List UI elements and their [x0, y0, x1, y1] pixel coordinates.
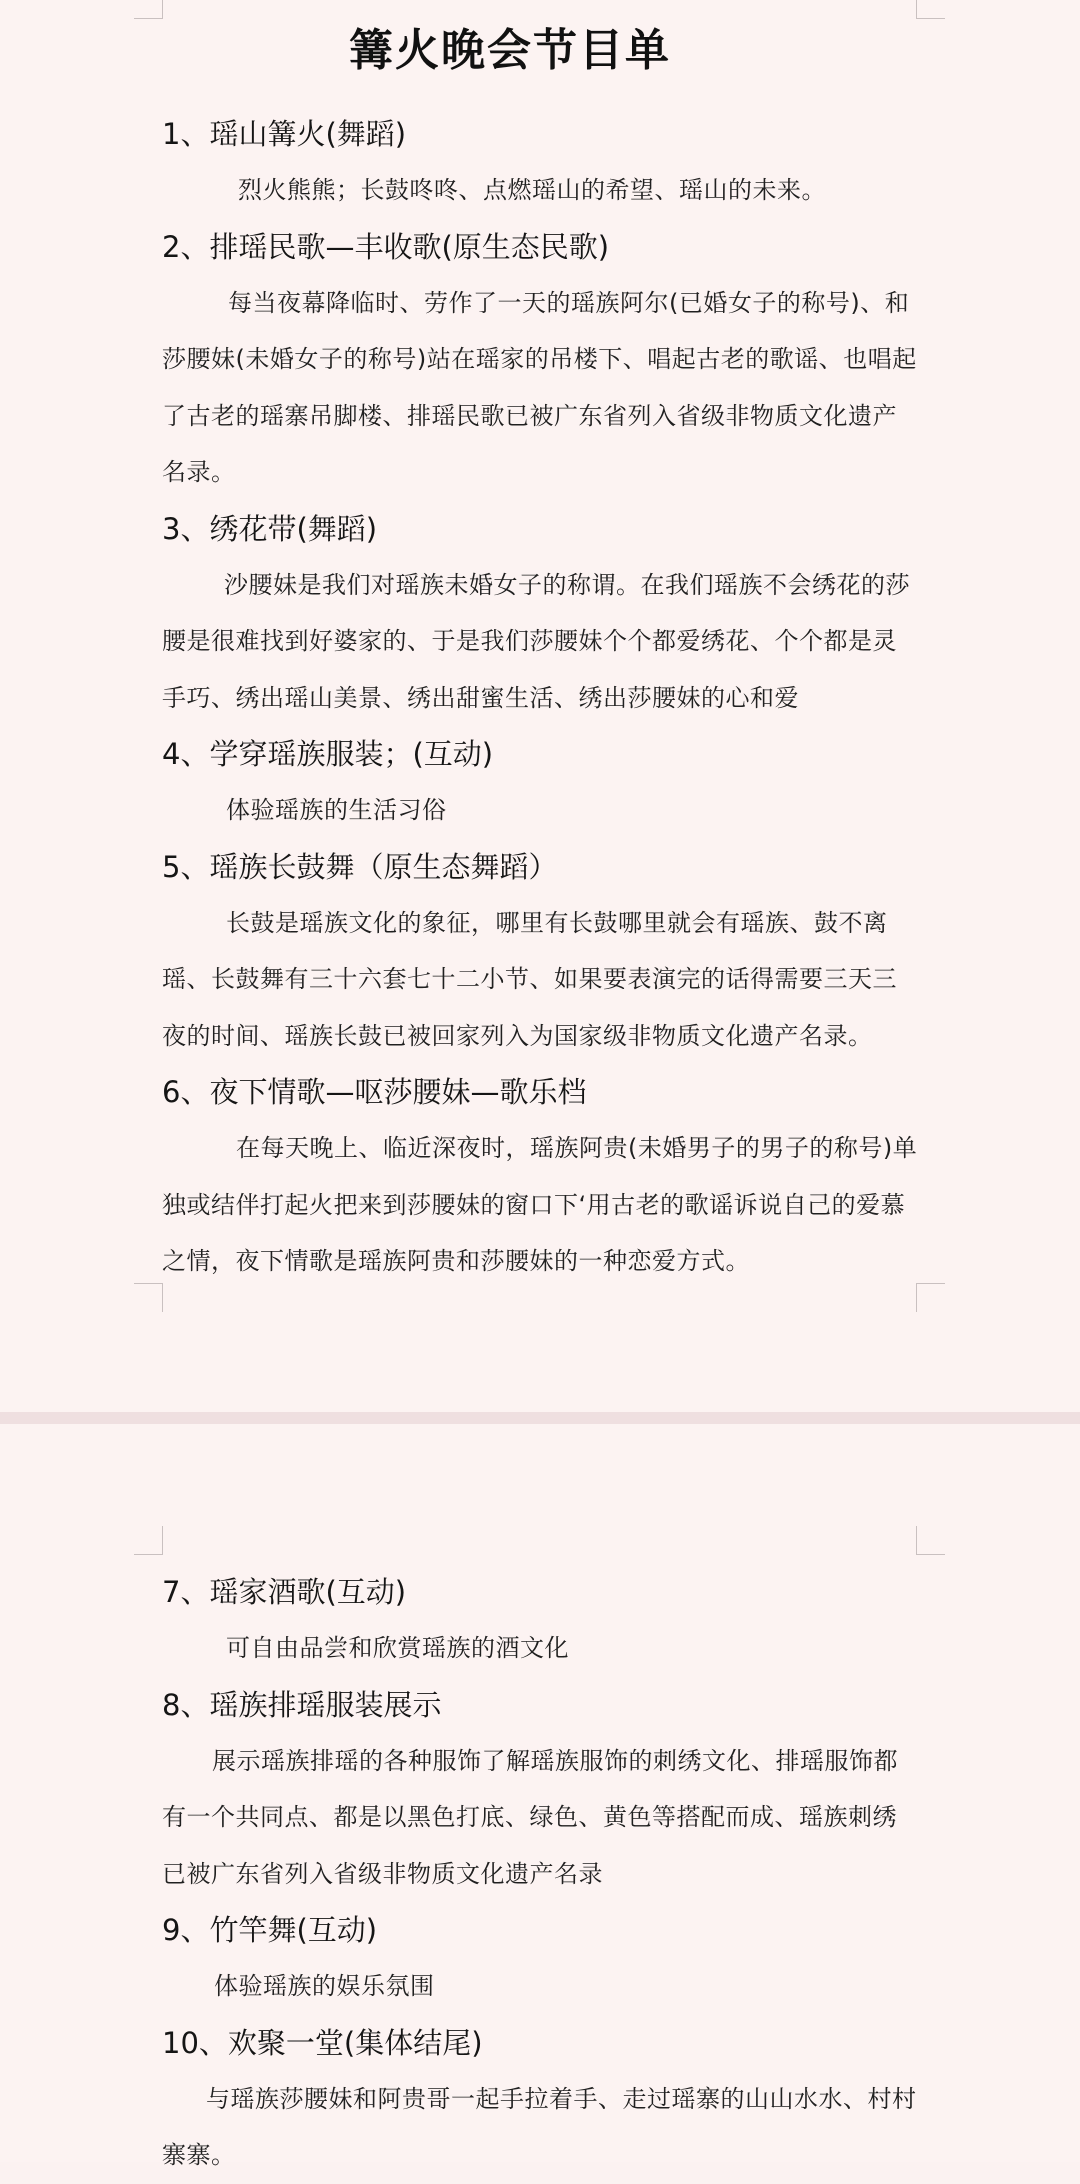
program-item-description: 每当夜幕降临时、劳作了一天的瑶族阿尔(已婚女子的称号)、和莎腰妹(未婚女子的称号)站在瑶家的吊楼下、唱起古老的歌谣、也唱起了古老的瑶寨吊脚楼、排瑶民歌已被广东省列入省级非物质文化遗产名录。 [162, 288, 917, 486]
program-item-heading: 7、瑶家酒歌(互动) [162, 1575, 407, 1609]
program-item-heading: 8、瑶族排瑶服装展示 [162, 1687, 442, 1722]
program-item-description: 在每天晚上、临近深夜时，瑶族阿贵(未婚男子的男子的称号)单独或结伴打起火把来到莎腰妹的窗口下‘用古老的歌谣诉说自己的爱慕之情，夜下情歌是瑶族阿贵和莎腰妹的一种恋爱方式。 [162, 1134, 918, 1275]
program-item-description: 展示瑶族排瑶的各种服饰了解瑶族服饰的刺绣文化、排瑶服饰都有一个共同点、都是以黑色打底、绿色、黄色等搭配而成、瑶族刺绣已被广东省列入省级非物质文化遗产名录 [162, 1746, 898, 1888]
program-item-heading: 2、排瑶民歌—丰收歌(原生态民歌) [162, 229, 610, 264]
program-item-description: 体验瑶族的娱乐氛围 [214, 1972, 435, 2000]
crop-mark [134, 1283, 163, 1312]
program-item [162, 1064, 918, 1290]
program-item-heading: 1、瑶山篝火(舞蹈) [162, 117, 407, 151]
crop-mark [916, 1526, 945, 1555]
program-item [162, 2015, 918, 2184]
program-item [162, 1564, 918, 1677]
document-title: 篝火晚会节目单 [349, 25, 671, 76]
program-item [162, 726, 918, 839]
program-item-description: 烈火熊熊；长鼓咚咚、点燃瑶山的希望、瑶山的未来。 [238, 176, 826, 204]
program-item-description: 沙腰妹是我们对瑶族未婚女子的称谓。在我们瑶族不会绣花的莎腰是很难找到好婆家的、于是我们莎腰妹个个都爱绣花、个个都是灵手巧、绣出瑶山美景、绣出甜蜜生活、绣出莎腰妹的心和爱 [162, 570, 910, 712]
page-separator [0, 1412, 1080, 1424]
program-item-heading: 6、夜下情歌—呕莎腰妹—歌乐档 [162, 1075, 587, 1109]
program-item-heading: 10、欢聚一堂(集体结尾) [162, 2025, 483, 2060]
program-list-page-1 [162, 106, 918, 1290]
program-item [162, 839, 918, 1065]
document-page-2 [0, 1424, 1080, 2169]
program-item [162, 1902, 918, 2015]
program-item [162, 1677, 918, 1903]
crop-mark [134, 1526, 163, 1555]
program-item-description: 长鼓是瑶族文化的象征，哪里有长鼓哪里就会有瑶族、鼓不离瑶、长鼓舞有三十六套七十二小节、如果要表演完的话得需要三天三夜的时间、瑶族长鼓已被回家列入为国家级非物质文化遗产名录。 [162, 908, 897, 1050]
program-item-heading: 9、竹竿舞(互动) [162, 1913, 378, 1947]
program-item [162, 219, 918, 501]
program-item-description: 与瑶族莎腰妹和阿贵哥一起手拉着手、走过瑶寨的山山水水、村村寨寨。 [162, 2084, 917, 2169]
crop-mark [916, 1283, 945, 1312]
program-item-heading: 4、学穿瑶族服装；(互动) [162, 737, 494, 771]
program-list-page-2 [162, 1564, 918, 2184]
program-item [162, 106, 918, 219]
program-item [162, 501, 918, 727]
program-item-heading: 3、绣花带(舞蹈) [162, 511, 378, 546]
program-item-heading: 5、瑶族长鼓舞（原生态舞蹈） [162, 849, 558, 884]
program-item-description: 可自由品尝和欣赏瑶族的酒文化 [226, 1634, 569, 1662]
program-item-description: 体验瑶族的生活习俗 [226, 796, 447, 824]
